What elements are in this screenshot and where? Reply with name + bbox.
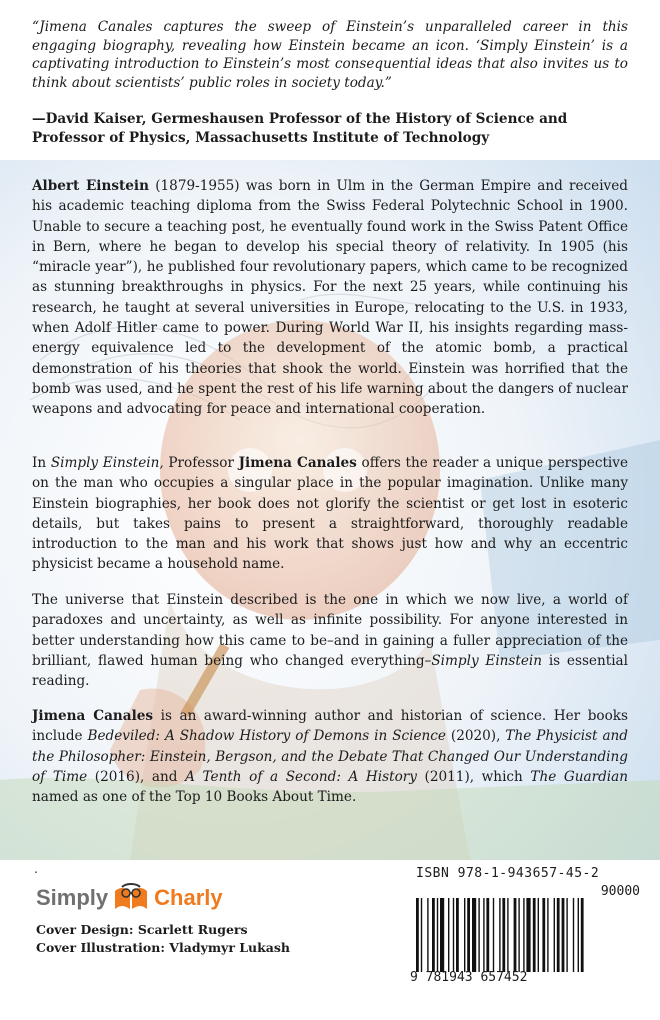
- universe-tail: is essential reading.: [32, 652, 628, 690]
- isbn-text: ISBN 978-1-943657-45-2: [416, 866, 600, 881]
- cover-illustration-credit: Cover Illustration: Vladymyr Lukash: [36, 940, 291, 955]
- endorsement-quote: “Jimena Canales captures the sweep of Einstein’s unparalleled career in this engaging biography, revealing how Einstein became an icon. ‘Simply Einstein’ is a captivating introduction to Einstein’s most consequential ideas that also invites us to think about scientists’ public roles in society today.”: [32, 19, 628, 91]
- author-bio-t3: (2016), and: [87, 768, 186, 785]
- einstein-name: Albert Einstein: [32, 178, 149, 194]
- isbn-barcode-block: [406, 862, 650, 990]
- author-bio-name: Jimena Canales: [32, 708, 154, 724]
- the-guardian: The Guardian: [530, 768, 628, 785]
- author-bio-t2: (2020),: [445, 728, 506, 745]
- book-title: Simply Einstein,: [50, 455, 164, 471]
- author-bio-t5: named as one of the Top 10 Books About Time.: [32, 789, 357, 806]
- einstein-bio-text: (1879-1955) was born in Ulm in the German Empire and received his academic teaching diploma from the Swiss Federal Polytechnic School in 1900. Unable to secure a teaching post, he eventually found work in the Swiss Patent Office in Bern, where he began to develop his special theory of relativity. In 1905 (his “miracle year”), he published four revolutionary papers, which came to be recognized as stunning breakthroughs in physics. For the next 25 years, while continuing his research, he taught at several universities in Europe, relocating to the U.S. in 1933, when Adolf Hitler came to power. During World War II, his insights regarding mass-energy equivalence led to the development of the atomic bomb, a practical demonstration of his theories that shook the world. Einstein was horrified that the bomb was used, and he spent the rest of his life warning about the dangers of nuclear weapons and advocating for peace and international cooperation.: [32, 178, 628, 418]
- desc-text: offers the reader a unique perspective on the man who occupies a singular place in the popular imagination. Unlike many Einstein biographies, her book does not glorify the scientist or get lost in esoteric details, but takes pains to present a straightforward, thoroughly readable introduction to the man and his work that shows just how and why an eccentric physicist became a household name.: [32, 455, 628, 573]
- author-bio-t4: (2011), which: [416, 768, 531, 785]
- book-description-paragraph: [32, 453, 628, 575]
- author-bio-t1: is an award-winning author and historian of science. Her books include: [32, 708, 628, 745]
- price-code: 90000: [600, 884, 640, 899]
- author-name: Jimena Canales: [238, 455, 357, 471]
- book-tenth-second: A Tenth of a Second: A History: [185, 768, 417, 785]
- cover-design-credit: Cover Design: Scarlett Rugers: [36, 922, 248, 937]
- stray-dot: .: [34, 862, 38, 876]
- barcode-image: [414, 898, 642, 972]
- universe-text: The universe that Einstein described is the one in which we now live, a world of paradoxes and uncertainty, as well as infinite possibility. For anyone interested in better understanding how this came to be–and in gaining a fuller appreciation of the brilliant, flawed human being who changed everything–: [32, 592, 628, 669]
- universe-paragraph: [32, 590, 628, 691]
- book-title-2: Simply Einstein: [431, 652, 543, 669]
- einstein-bio-paragraph: [32, 176, 628, 420]
- desc-lead: In: [32, 455, 51, 471]
- desc-mid: Professor: [163, 455, 239, 471]
- book-physicist-philosopher: The Physicist and the Philosopher: Einstein, Bergson, and the Debate That Changed Our Understanding of Time: [32, 728, 629, 785]
- endorsement-attribution: —David Kaiser, Germeshausen Professor of the History of Science and Professor of Physics, Massachusetts Institute of Technology: [32, 111, 568, 146]
- author-bio-paragraph: [32, 706, 628, 807]
- barcode-number: 9 781943 657452: [410, 970, 528, 985]
- publisher-logo: [36, 878, 256, 918]
- logo-charly-text: Charly: [154, 885, 223, 910]
- logo-simply-text: Simply: [36, 885, 109, 910]
- book-bedeviled: Bedeviled: A Shadow History of Demons in Science: [87, 728, 446, 745]
- reading-figure-icon: [112, 883, 150, 913]
